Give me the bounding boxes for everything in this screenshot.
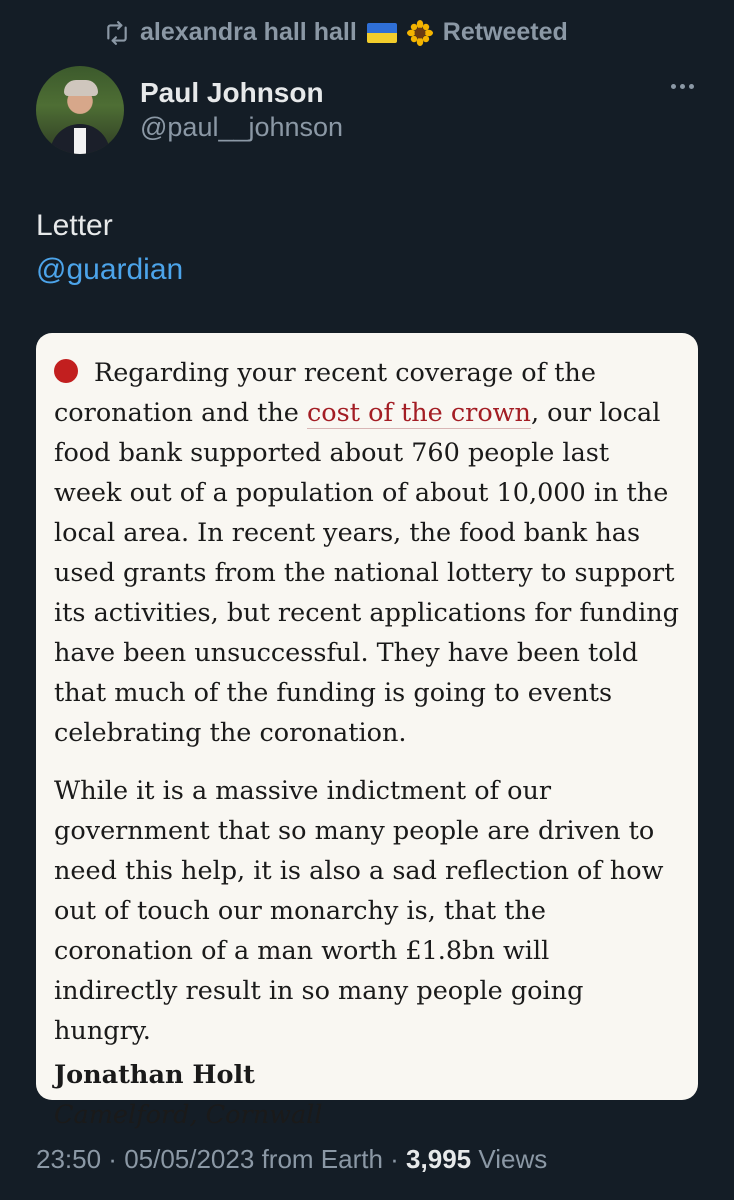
tweet-header [36, 66, 343, 154]
author-handle[interactable]: @paul__johnson [140, 112, 344, 142]
tweet-body [36, 204, 183, 292]
letter-paragraph-2: While it is a massive indictment of our government that so many people are driven to need this help, it is also a sad reflection of how out of touch our monarchy is, that the coronation of a man worth £1.8bn will indirectly result in so many people going hungry. [54, 776, 664, 1046]
retweet-icon [104, 20, 130, 46]
letter-paragraph-1: Regarding your recent coverage of the coronation and the cost of the crown, our local food bank supported about 760 people last week out of a population of about 10,000 in the local area. In recent years, the food bank has used grants from the national lottery to support its activities, but recent applications for funding have been unsuccessful. They have been told that much of the funding is going to events celebrating the coronation. [54, 358, 679, 748]
tweet-meta: 23:50 · 05/05/2023 from Earth · 3,995 Views [36, 1144, 548, 1174]
retweeter-name: alexandra hall hall [140, 18, 357, 46]
author-display-name[interactable]: Paul Johnson [140, 77, 324, 108]
retweeted-label: Retweeted [442, 18, 568, 46]
tweet-source: from Earth [261, 1144, 383, 1174]
mention-link[interactable]: @guardian [36, 253, 184, 286]
tweet-time[interactable]: 23:50 [36, 1144, 102, 1174]
tweet-text: Letter [36, 209, 113, 242]
views-label: Views [478, 1144, 548, 1174]
views-count: 3,995 [406, 1144, 472, 1174]
more-options-icon[interactable] [671, 84, 694, 89]
avatar[interactable] [36, 66, 124, 154]
retweet-indicator[interactable] [104, 18, 568, 47]
red-bullet-icon [54, 359, 78, 383]
ukraine-flag-icon [367, 23, 397, 43]
cost-of-crown-link: cost of the crown [307, 398, 531, 428]
sunflower-icon [407, 20, 433, 46]
letter-location: Camelford, Cornwall [54, 1100, 323, 1130]
letter-image[interactable] [36, 333, 698, 1130]
tweet-date[interactable]: 05/05/2023 [124, 1144, 255, 1174]
letter-signature: Jonathan Holt [54, 1060, 255, 1090]
